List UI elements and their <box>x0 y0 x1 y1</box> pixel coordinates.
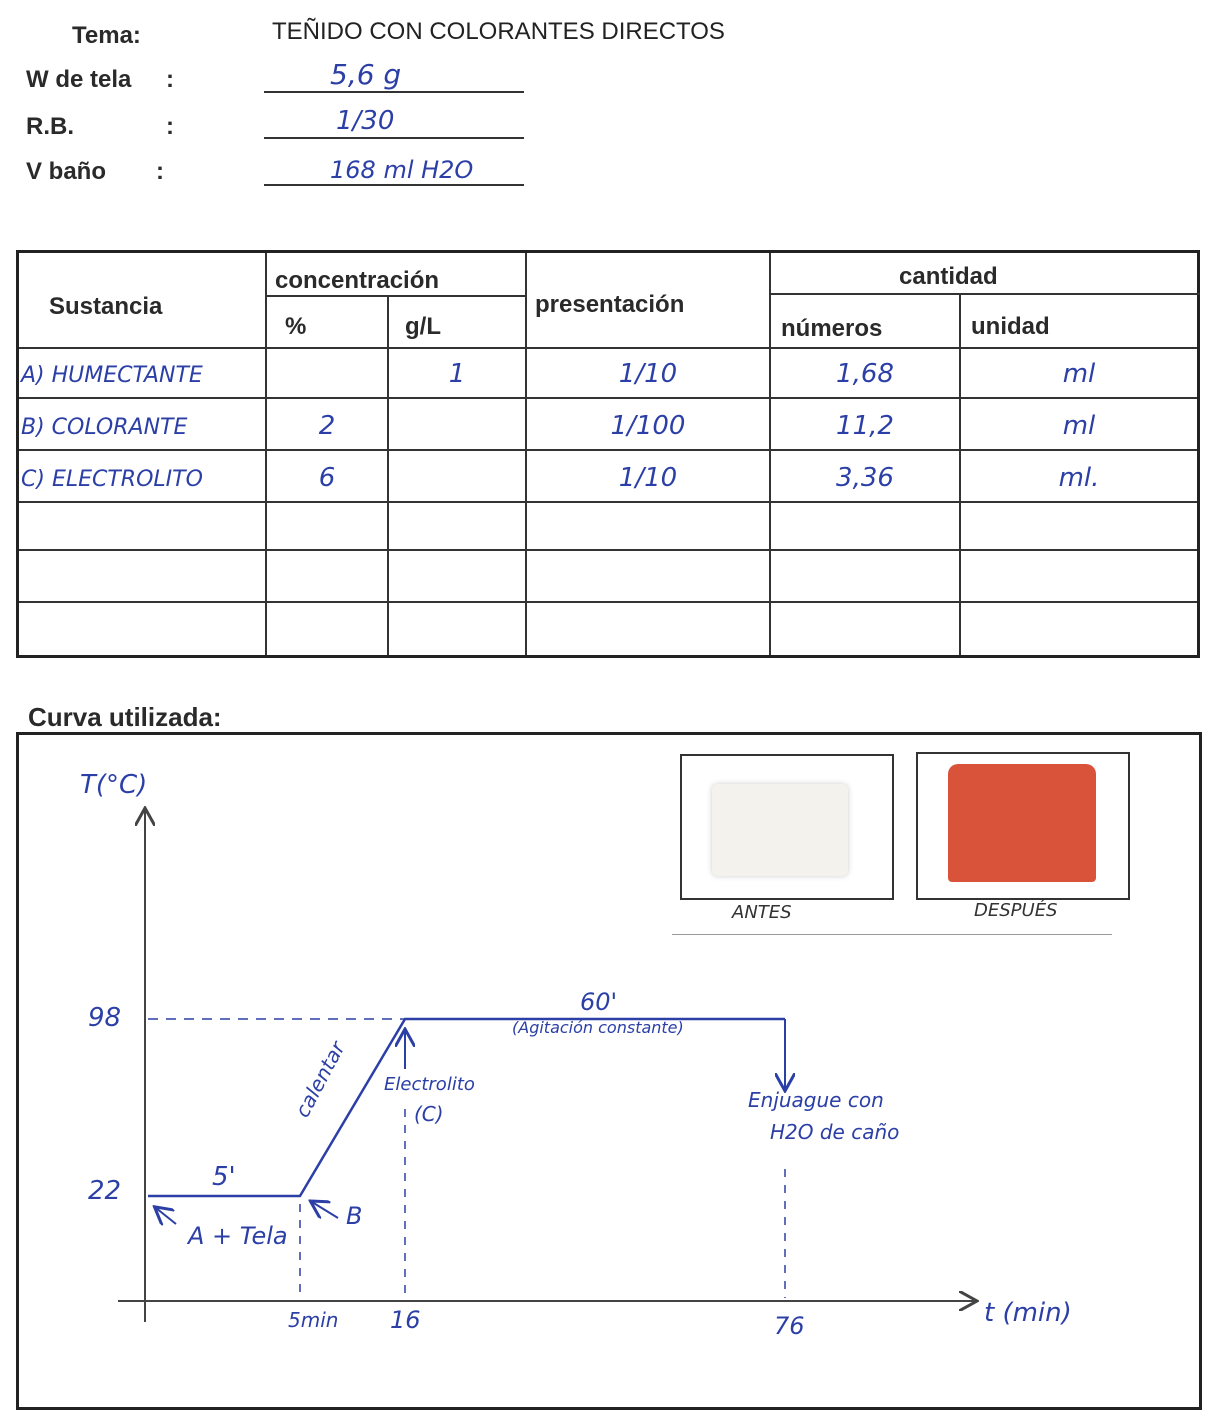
v-bano-label: V baño <box>26 158 107 185</box>
row-1-gl: 1 <box>448 359 466 389</box>
header-concentracion: concentración <box>275 267 440 294</box>
annotation-electrolito-code: (C) <box>414 1102 444 1126</box>
y-axis-label: T(°C) <box>80 770 148 800</box>
b-arrow <box>312 1202 338 1218</box>
x-tick-76: 76 <box>774 1312 805 1340</box>
annotation-hold-note: (Agitación constante) <box>512 1018 684 1037</box>
row-2-percent: 2 <box>318 411 336 441</box>
header-sustancia: Sustancia <box>49 293 163 320</box>
header-numeros: números <box>781 315 883 342</box>
v-bano-colon: : <box>156 158 164 185</box>
rb-label: R.B. <box>26 113 74 140</box>
w-tela-label: W de tela <box>26 66 132 93</box>
header-unidad: unidad <box>971 313 1050 340</box>
row-3-percent: 6 <box>318 463 336 493</box>
annotation-first-segment-time: 5' <box>212 1162 236 1192</box>
w-tela-value: 5,6 g <box>330 58 402 91</box>
row-1-sustancia: A) HUMECTANTE <box>21 363 203 388</box>
header-percent: % <box>285 313 307 340</box>
x-axis-label: t (min) <box>984 1298 1072 1328</box>
annotation-rinse-line1: Enjuague con <box>748 1088 884 1112</box>
x-tick-5min: 5min <box>288 1308 339 1332</box>
row-2-numeros: 11,2 <box>836 411 894 441</box>
start-arrow <box>156 1208 176 1224</box>
v-bano-value: 168 ml H2O <box>330 156 474 184</box>
tema-label: Tema: <box>72 22 141 49</box>
annotation-ramp: calentar <box>290 1037 350 1122</box>
row-2-unidad: ml <box>1062 411 1096 441</box>
row-1-numeros: 1,68 <box>836 359 894 389</box>
rb-colon: : <box>166 113 174 140</box>
row-3-sustancia: C) ELECTROLITO <box>21 467 203 492</box>
row-1-presentacion: 1/10 <box>618 359 678 389</box>
w-tela-colon: : <box>166 66 174 93</box>
row-1-unidad: ml <box>1062 359 1096 389</box>
rb-value: 1/30 <box>336 106 395 136</box>
temperature-curve-line <box>148 1019 785 1196</box>
row-3-presentacion: 1/10 <box>618 463 678 493</box>
row-2-presentacion: 1/100 <box>610 411 686 441</box>
x-tick-16: 16 <box>390 1306 421 1334</box>
row-3-numeros: 3,36 <box>836 463 894 493</box>
y-tick-98: 98 <box>88 1003 122 1033</box>
annotation-rinse-line2: H2O de caño <box>770 1120 900 1144</box>
y-tick-22: 22 <box>88 1176 122 1206</box>
swatch-before-label: ANTES <box>732 902 792 923</box>
swatch-after-label: DESPUÉS <box>974 900 1058 921</box>
annotation-hold-time: 60' <box>580 988 618 1016</box>
row-2-sustancia: B) COLORANTE <box>21 415 188 440</box>
annotation-electrolito: Electrolito <box>384 1074 475 1095</box>
tema-value: TEÑIDO CON COLORANTES DIRECTOS <box>272 18 725 45</box>
header-gl: g/L <box>405 313 441 340</box>
annotation-b: B <box>346 1202 363 1230</box>
header-presentacion: presentación <box>535 291 685 318</box>
curve-title: Curva utilizada: <box>28 702 222 732</box>
annotation-start: A + Tela <box>188 1222 288 1250</box>
row-3-unidad: ml. <box>1058 463 1100 493</box>
header-cantidad: cantidad <box>899 263 998 290</box>
